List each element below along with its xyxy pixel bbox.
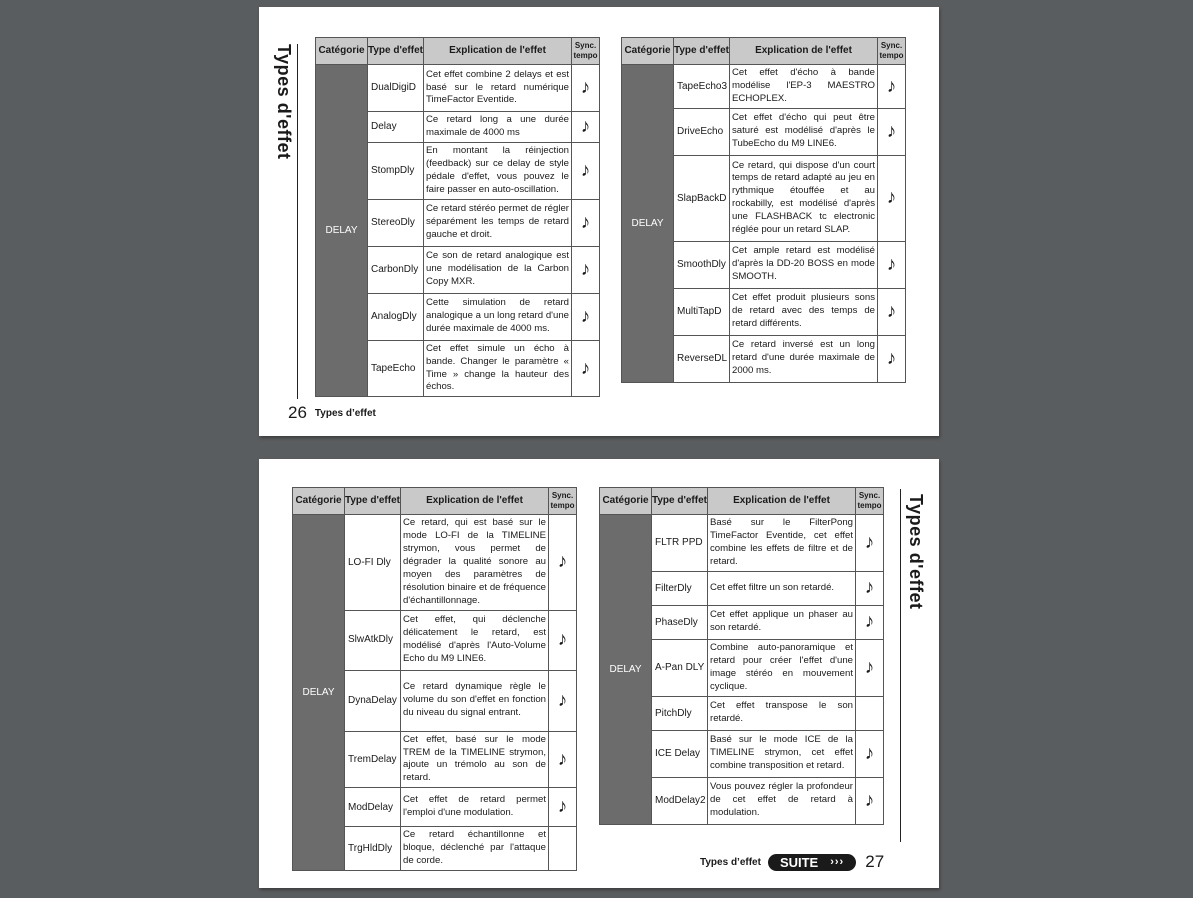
music-note-icon: ♪: [878, 155, 906, 241]
music-note-icon: ♪: [878, 108, 906, 155]
effect-explanation: Ce retard, qui dispose d'un court temps de retard adapté au jeu en rythmique étouffée et au rockabilly, est modélisé d'après une FLASHBACK tc electronic réglée pour un retard SLAP.: [730, 155, 878, 241]
music-note-icon: ♪: [549, 610, 577, 670]
effect-type: ModDelay2: [652, 777, 708, 824]
effect-type: TapeEcho3: [674, 65, 730, 109]
music-note-icon: ♪: [572, 65, 600, 112]
effect-explanation: Cet effet, qui déclenche délicatement le retard, est modélisé d'après l'Auto-Volume Echo du M9 LINE6.: [401, 610, 549, 670]
effect-explanation: Cet effet d'écho à bande modélise l'EP-3 MAESTRO ECHOPLEX.: [730, 65, 878, 109]
header-effect-type: Type d'effet: [345, 488, 401, 515]
music-note-icon: ♪: [878, 241, 906, 288]
header-category: Catégorie: [316, 38, 368, 65]
effect-type: DriveEcho: [674, 108, 730, 155]
effect-type: SlwAtkDly: [345, 610, 401, 670]
page-number: 27: [865, 852, 885, 871]
effect-explanation: Cet effet transpose le son retardé.: [708, 696, 856, 730]
effect-explanation: Cet effet filtre un son retardé.: [708, 571, 856, 605]
effect-type: DualDigiD: [368, 65, 424, 112]
header-explanation: Explication de l'effet: [708, 488, 856, 515]
page-number: 26: [288, 403, 307, 422]
effect-explanation: Ce retard inversé est un long retard d'une durée maximale de 2000 ms.: [730, 335, 878, 382]
effect-type: Delay: [368, 112, 424, 143]
effect-explanation: Cet effet de retard permet l'emploi d'une modulation.: [401, 788, 549, 827]
side-title-tab: [900, 489, 931, 842]
effect-explanation: Ce retard, qui est basé sur le mode LO-FI de la TIMELINE strymon, vous permet de dégrader la qualité sonore au moyen des paramètres de résolution binaire et de fréquence d'échantillonnage.: [401, 515, 549, 611]
effect-explanation: Ce retard stéréo permet de régler séparément les temps de retard gauche et droit.: [424, 199, 572, 246]
header-effect-type: Type d'effet: [652, 488, 708, 515]
effect-explanation: Cet effet, basé sur le mode TREM de la TIMELINE strymon, ajoute un trémolo au son de retard.: [401, 731, 549, 788]
continued-label: SUITE: [779, 854, 819, 870]
continued-badge: [768, 854, 856, 871]
music-note-icon: ♪: [572, 340, 600, 397]
header-sync-line1: Sync.: [858, 491, 881, 501]
effect-type: LO-FI Dly: [345, 515, 401, 611]
page-footer: [288, 403, 376, 423]
music-note-icon: ♪: [572, 246, 600, 293]
music-note-icon: ♪: [572, 112, 600, 143]
header-sync-line2: tempo: [879, 51, 904, 60]
header-effect-type: Type d'effet: [674, 38, 730, 65]
manual-page-26: [259, 7, 939, 436]
effect-explanation: Ce retard long a une durée maximale de 4000 ms: [424, 112, 572, 143]
header-sync-line1: Sync.: [880, 41, 903, 51]
effect-type: StereoDly: [368, 199, 424, 246]
category-cell: DELAY: [293, 515, 345, 871]
header-sync-line1: Sync.: [551, 491, 574, 501]
effects-table: [599, 487, 884, 825]
music-note-icon: ♪: [856, 777, 884, 824]
effect-explanation: Ce son de retard analogique est une modélisation de la Carbon Copy MXR.: [424, 246, 572, 293]
music-note-icon: ♪: [878, 335, 906, 382]
effect-explanation: Combine auto-panoramique et retard pour créer l'effet d'une image stéréo en mouvement cyclique.: [708, 639, 856, 696]
header-sync-tempo: [572, 38, 600, 65]
effect-explanation: Cette simulation de retard analogique a un long retard d'une durée maximale de 4000 ms.: [424, 293, 572, 340]
sync-empty-cell: [856, 696, 884, 730]
effect-type: A-Pan DLY: [652, 639, 708, 696]
header-sync-line1: Sync.: [574, 41, 597, 51]
effect-type: ICE Delay: [652, 730, 708, 777]
header-sync-line2: tempo: [550, 501, 575, 510]
effects-table: [621, 37, 906, 383]
effect-type: PhaseDly: [652, 605, 708, 639]
music-note-icon: ♪: [878, 288, 906, 335]
effect-type: SlapBackD: [674, 155, 730, 241]
effect-type: TremDelay: [345, 731, 401, 788]
header-category: Catégorie: [622, 38, 674, 65]
footer-label: Types d’effet: [314, 407, 376, 419]
table-row: [600, 515, 884, 572]
music-note-icon: ♪: [549, 670, 577, 731]
effect-type: MultiTapD: [674, 288, 730, 335]
category-cell: DELAY: [622, 65, 674, 383]
effects-table: [292, 487, 577, 871]
category-cell: DELAY: [316, 65, 368, 397]
chevrons-right-icon: ›››: [830, 856, 845, 868]
header-explanation: Explication de l'effet: [424, 38, 572, 65]
music-note-icon: ♪: [572, 199, 600, 246]
header-sync-tempo: [549, 488, 577, 515]
side-title-tab: [271, 44, 298, 399]
effect-type: AnalogDly: [368, 293, 424, 340]
effect-explanation: Ce retard dynamique règle le volume du son d'effet en fonction du niveau du signal entrant.: [401, 670, 549, 731]
music-note-icon: ♪: [572, 142, 600, 199]
effect-type: ModDelay: [345, 788, 401, 827]
effect-type: PitchDly: [652, 696, 708, 730]
effect-type: SmoothDly: [674, 241, 730, 288]
table-row: [293, 515, 577, 611]
effect-type: ReverseDL: [674, 335, 730, 382]
effect-explanation: Cet effet d'écho qui peut être saturé est modélisé d'après le TubeEcho du M9 LINE6.: [730, 108, 878, 155]
effect-type: FLTR PPD: [652, 515, 708, 572]
effect-explanation: Cet effet produit plusieurs sons de retard avec des temps de retard différents.: [730, 288, 878, 335]
effect-type: DynaDelay: [345, 670, 401, 731]
table-row: [622, 65, 906, 109]
category-cell: DELAY: [600, 515, 652, 825]
music-note-icon: ♪: [549, 515, 577, 611]
effect-type: CarbonDly: [368, 246, 424, 293]
table-row: [316, 65, 600, 112]
header-sync-line2: tempo: [573, 51, 598, 60]
music-note-icon: ♪: [856, 515, 884, 572]
effect-explanation: Basé sur le FilterPong TimeFactor Eventide, cet effet combine les effets de filtre et de retard.: [708, 515, 856, 572]
header-category: Catégorie: [293, 488, 345, 515]
page-footer: [700, 852, 884, 872]
effect-type: TapeEcho: [368, 340, 424, 397]
header-sync-line2: tempo: [857, 501, 882, 510]
music-note-icon: ♪: [856, 571, 884, 605]
effect-type: FilterDly: [652, 571, 708, 605]
header-explanation: Explication de l'effet: [730, 38, 878, 65]
music-note-icon: ♪: [856, 730, 884, 777]
header-sync-tempo: [878, 38, 906, 65]
effect-explanation: Cet ample retard est modélisé d'après la DD-20 BOSS en mode SMOOTH.: [730, 241, 878, 288]
effects-table: [315, 37, 600, 397]
effect-explanation: Cet effet combine 2 delays et est basé sur le retard numérique TimeFactor Eventide.: [424, 65, 572, 112]
effect-type: TrgHldDly: [345, 827, 401, 871]
music-note-icon: ♪: [549, 731, 577, 788]
effect-explanation: Basé sur le mode ICE de la TIMELINE strymon, cet effet combine transposition et retard.: [708, 730, 856, 777]
side-title: Types d'effet: [274, 44, 294, 160]
sync-empty-cell: [549, 827, 577, 871]
effect-explanation: Cet effet applique un phaser au son retardé.: [708, 605, 856, 639]
header-sync-tempo: [856, 488, 884, 515]
music-note-icon: ♪: [549, 788, 577, 827]
music-note-icon: ♪: [878, 65, 906, 109]
header-category: Catégorie: [600, 488, 652, 515]
effect-explanation: Cet effet simule un écho à bande. Changer le paramètre « Time » change la hauteur des échos.: [424, 340, 572, 397]
manual-page-27: [259, 459, 939, 888]
effect-explanation: En montant la réinjection (feedback) sur ce delay de style pédale d'effet, vous pouvez le faire passer en auto-oscillation.: [424, 142, 572, 199]
effect-type: StompDly: [368, 142, 424, 199]
header-explanation: Explication de l'effet: [401, 488, 549, 515]
side-title: Types d'effet: [906, 494, 926, 610]
effect-explanation: Vous pouvez régler la profondeur de cet effet de retard à modulation.: [708, 777, 856, 824]
music-note-icon: ♪: [856, 639, 884, 696]
header-effect-type: Type d'effet: [368, 38, 424, 65]
music-note-icon: ♪: [856, 605, 884, 639]
footer-label: Types d’effet: [700, 856, 761, 868]
music-note-icon: ♪: [572, 293, 600, 340]
effect-explanation: Ce retard échantillonne et bloque, déclenché par l'attaque de corde.: [401, 827, 549, 871]
